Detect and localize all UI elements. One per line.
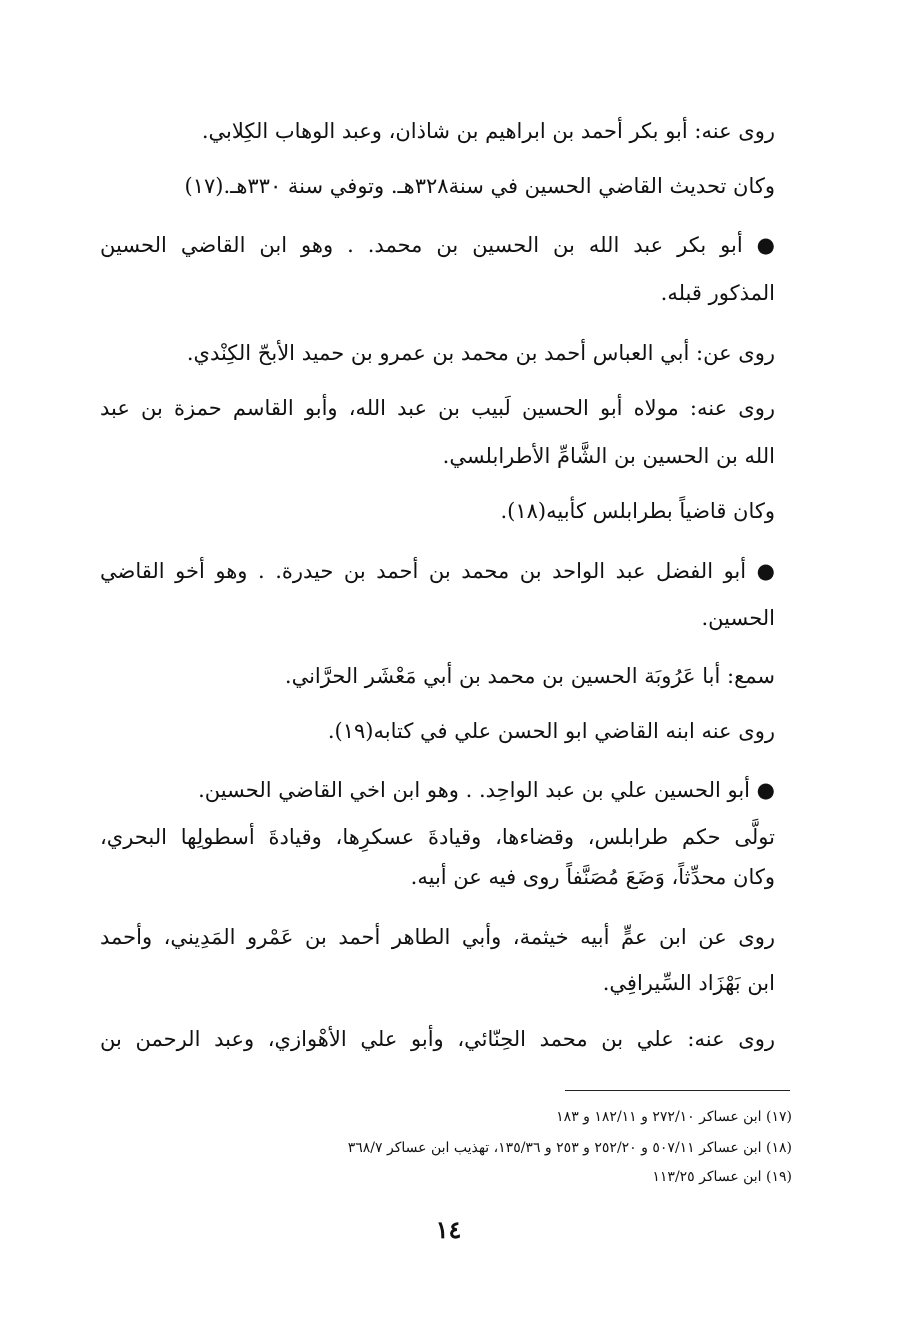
text-line: روى عنه: علي بن محمد الحِنّائي، وأبو علي الأهْوازي، وعبد الرحمن بن — [100, 1027, 775, 1051]
text-line: وكان قاضياً بطرابلس كأبيه(١٨). — [500, 499, 775, 523]
text-line: روى عن ابن عمٍّ أبيه خيثمة، وأبي الطاهر أحمد بن عَمْرو المَدِيني، وأحمد — [100, 925, 775, 949]
text-line: تولَّى حكم طرابلس، وقضاءها، وقيادةَ عسكرِها، وقيادةَ أسطولِها البحري، — [100, 825, 775, 849]
page-number: ١٤ — [435, 1215, 462, 1244]
entry-heading-line: ● أبو الفضل عبد الواحد بن محمد بن أحمد بن حيدرة. . وهو أخو القاضي — [100, 559, 775, 583]
footnote: (١٩) ابن عساكر ١١٣/٢٥ — [652, 1169, 792, 1185]
footnote: (١٧) ابن عساكر ٢٧٢/١٠ و ١٨٢/١١ و ١٨٣ — [556, 1109, 792, 1125]
text-line: وكان محدِّثاً، وَضَعَ مُصَنَّفاً روى فيه عن أبيه. — [410, 865, 775, 889]
text-line: روى عنه ابنه القاضي ابو الحسن علي في كتابه(١٩). — [327, 719, 775, 743]
text-line: روى عنه: أبو بكر أحمد بن ابراهيم بن شاذان، وعبد الوهاب الكِلابي. — [201, 119, 775, 143]
text-line: الله بن الحسين بن الشَّامِّ الأطرابلسي. — [442, 444, 775, 468]
footnote: (١٨) ابن عساكر ٥٠٧/١١ و ٢٥٢/٢٠ و ٢٥٣ و ١٣٥/٣٦، تهذيب ابن عساكر ٣٦٨/٧ — [347, 1140, 792, 1156]
text-line: الحسين. — [701, 606, 775, 630]
footnote-separator — [565, 1090, 790, 1091]
entry-heading-line: ● أبو الحسين علي بن عبد الواحِد. . وهو ابن اخي القاضي الحسين. — [198, 778, 775, 802]
text-line: سمع: أبا عَرُوبَة الحسين بن محمد بن أبي مَعْشَر الحرَّاني. — [284, 664, 775, 688]
text-line: روى عنه: مولاه أبو الحسين لَبيب بن عبد الله، وأبو القاسم حمزة بن عبد — [100, 396, 775, 420]
entry-heading-line: ● أبو بكر عبد الله بن الحسين بن محمد. . وهو ابن القاضي الحسين — [100, 233, 775, 257]
text-line: وكان تحديث القاضي الحسين في سنة٣٢٨هـ. وتوفي سنة ٣٣٠هـ.(١٧) — [184, 174, 775, 198]
text-line: المذكور قبله. — [660, 281, 775, 305]
text-line: ابن بَهْزَاد السِّيرافِي. — [602, 971, 775, 995]
text-line: روى عن: أبي العباس أحمد بن محمد بن عمرو بن حميد الأبحّ الكِنْدي. — [186, 341, 775, 365]
